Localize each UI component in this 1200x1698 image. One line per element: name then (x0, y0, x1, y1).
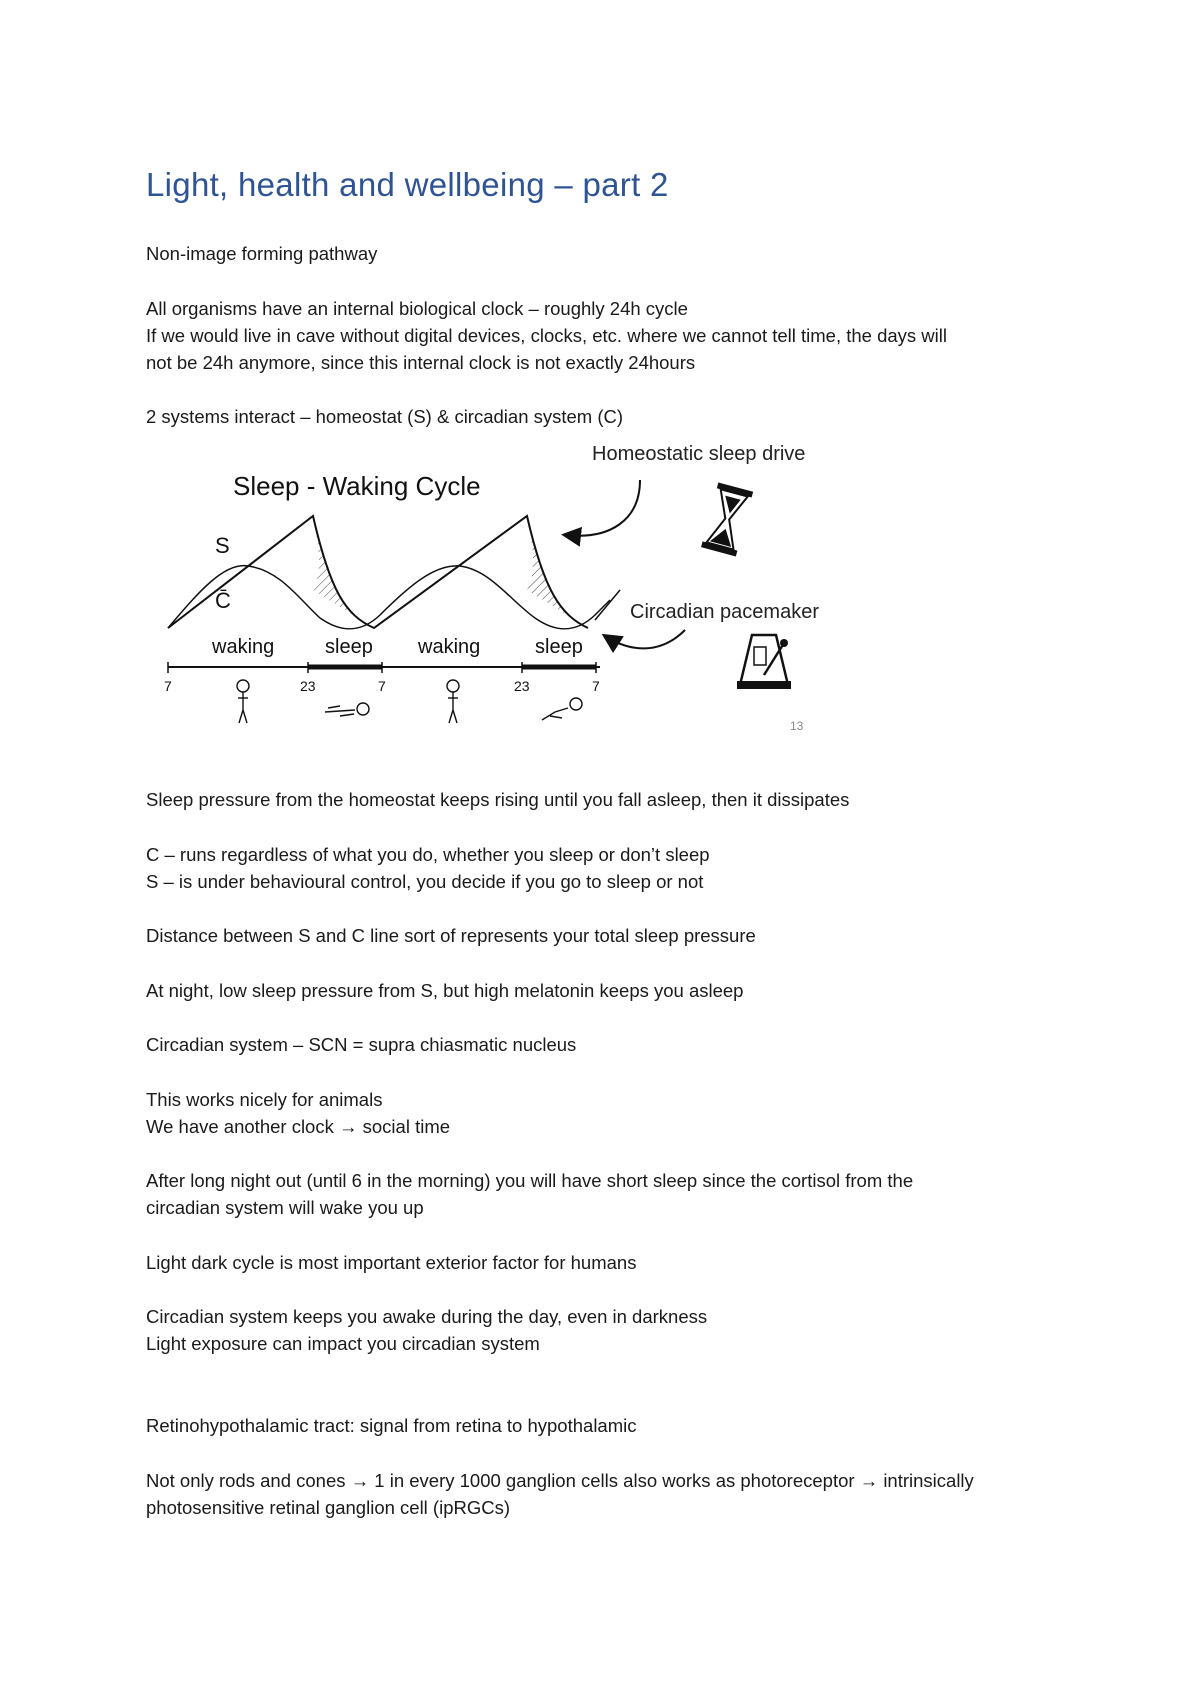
metronome-icon (737, 635, 791, 689)
paragraph (146, 1412, 1076, 1439)
paragraph (146, 1303, 1076, 1357)
paragraph (146, 1031, 1076, 1058)
phase-label: sleep (325, 636, 373, 658)
homeostatic-arrow (565, 480, 640, 536)
s-curve (168, 516, 588, 628)
text-line: Light exposure can impact you circadian system (146, 1333, 540, 1354)
text-line: C – runs regardless of what you do, whether you sleep or don’t sleep (146, 844, 710, 865)
sleep-waking-cycle-figure (150, 440, 870, 740)
text-line: After long night out (until 6 in the morning) you will have short sleep since the cortisol from the (146, 1170, 914, 1191)
hourglass-icon (701, 482, 753, 556)
homeostatic-label: Homeostatic sleep drive (592, 443, 806, 465)
paragraph (146, 403, 1076, 430)
paragraph (146, 240, 1076, 267)
paragraph (146, 841, 1076, 895)
paragraph (146, 1467, 1076, 1521)
phase-label: waking (212, 636, 275, 658)
paragraph (146, 1249, 1076, 1276)
text-line: Not only rods and cones → 1 in every 1000 ganglion cells also works as photoreceptor → intrinsically (146, 1470, 974, 1491)
text-line: At night, low sleep pressure from S, but high melatonin keeps you asleep (146, 980, 744, 1001)
text-line: S – is under behavioural control, you decide if you go to sleep or not (146, 871, 704, 892)
text-line: Non-image forming pathway (146, 243, 378, 264)
standing-person-icon (447, 680, 459, 723)
paragraph (146, 922, 1076, 949)
sleep-pressure-hatch (527, 516, 588, 628)
text-line: Light dark cycle is most important exterior factor for humans (146, 1252, 637, 1273)
text-line: If we would live in cave without digital devices, clocks, etc. where we cannot tell time, the days will (146, 325, 948, 346)
text-line: Sleep pressure from the homeostat keeps rising until you fall asleep, then it dissipates (146, 789, 850, 810)
paragraph (146, 295, 1076, 376)
text-line: All organisms have an internal biological clock – roughly 24h cycle (146, 298, 688, 319)
tick-label: 7 (378, 678, 386, 694)
tick-label: 7 (592, 678, 600, 694)
circadian-label: Circadian pacemaker (630, 601, 819, 623)
text-line: 2 systems interact – homeostat (S) & circadian system (C) (146, 406, 624, 427)
text-line: We have another clock → social time (146, 1116, 451, 1137)
text-line: Circadian system keeps you awake during the day, even in darkness (146, 1306, 708, 1327)
sleep-pressure-hatch (313, 516, 374, 628)
text-line: not be 24h anymore, since this internal clock is not exactly 24hours (146, 352, 696, 373)
text-line: Retinohypothalamic tract: signal from retina to hypothalamic (146, 1415, 637, 1436)
text-line: circadian system will wake you up (146, 1197, 424, 1218)
c-label: C̄ (215, 588, 231, 613)
text-line: photosensitive retinal ganglion cell (ipRGCs) (146, 1497, 511, 1518)
sleeping-person-icon (325, 703, 369, 716)
standing-person-icon (237, 680, 249, 723)
s-label: S (215, 533, 230, 558)
slide-page-number: 13 (790, 719, 804, 733)
paragraph (146, 1086, 1076, 1140)
paragraph (146, 977, 1076, 1004)
paragraph (146, 786, 1076, 813)
figure-title: Sleep - Waking Cycle (233, 471, 481, 501)
circadian-arrow (605, 630, 685, 648)
page-title: Light, health and wellbeing – part 2 (146, 166, 669, 203)
text-line: Circadian system – SCN = supra chiasmatic nucleus (146, 1034, 577, 1055)
paragraph (146, 1167, 1076, 1221)
tick-label: 23 (514, 678, 530, 694)
text-line: Distance between S and C line sort of represents your total sleep pressure (146, 925, 756, 946)
tick-label: 7 (164, 678, 172, 694)
tick-label: 23 (300, 678, 316, 694)
phase-label: waking (418, 636, 481, 658)
sleeping-person-icon (542, 698, 582, 720)
text-line: This works nicely for animals (146, 1089, 383, 1110)
phase-label: sleep (535, 636, 583, 658)
